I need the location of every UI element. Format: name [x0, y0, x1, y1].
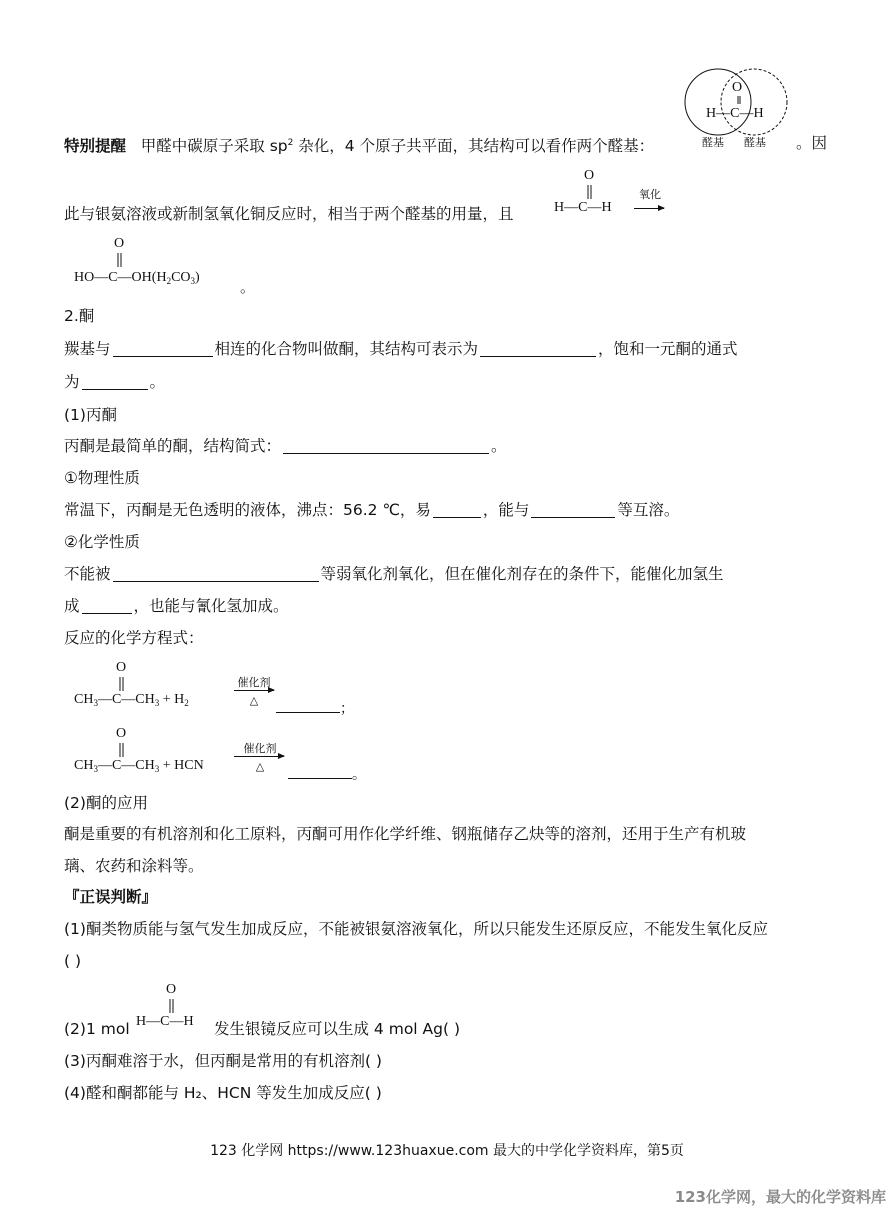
venn-oxygen: O — [732, 80, 743, 95]
note-sup: 2 — [287, 138, 294, 148]
venn-right-label: 醛基 — [744, 136, 766, 149]
phys-line: 常温下，丙酮是无色透明的液体，沸点：56.2 ℃，易 ，能与 等互溶。 — [64, 501, 680, 519]
oxidation-label: 氧化 — [639, 188, 661, 201]
phys-heading: ①物理性质 — [64, 469, 140, 487]
formaldehyde-structure — [554, 168, 674, 218]
carbonic-oxygen: O — [114, 236, 125, 251]
line2-text: 此与银氨溶液或新制氢氧化铜反应时，相当于两个醛基的用量，且 — [64, 205, 514, 223]
judge-q4: (4)醛和酮都能与 H₂、HCN 等发生加成反应( ) — [64, 1084, 382, 1102]
use-line-a: 酮是重要的有机溶剂和化工原料，丙酮可用作化学纤维、钢瓶储存乙炔等的溶剂，还用于生产有机玻 — [64, 825, 747, 843]
eq2-arrow-line — [234, 756, 284, 757]
blank-3[interactable] — [82, 373, 148, 390]
carbonic-formula: $HO—C—OH(H_2CO_3)$ — [74, 270, 200, 286]
ketone-definition: 羰基与 相连的化合物叫做酮，其结构可表示为 ，饱和一元酮的通式 — [64, 340, 738, 358]
equation-2 — [74, 726, 394, 782]
note-tail: 。因 — [796, 134, 828, 152]
q2-oxygen: O — [166, 982, 177, 997]
judge-heading: 『正误判断』 — [64, 888, 158, 906]
page-footer: 123 化学网 https://www.123huaxue.com 最大的中学化学资料库，第5页 — [210, 1143, 684, 1159]
arrow-line — [634, 208, 664, 209]
ketone-formula-line: 为 。 — [64, 373, 166, 391]
note-line — [64, 132, 654, 157]
blank-7[interactable] — [113, 565, 319, 582]
eq2-formula: $CH_3—C—CH_3$ + HCN — [74, 758, 204, 774]
blank-1[interactable] — [113, 340, 213, 357]
eq1-heat: △ — [249, 694, 259, 707]
formaldehyde-oxygen: O — [584, 168, 595, 183]
eq2-heat: △ — [255, 760, 265, 773]
watermark: 123化学网，最大的化学资料库 — [674, 1188, 886, 1206]
blank-4[interactable] — [283, 437, 489, 454]
judge-q3: (3)丙酮难溶于水，但丙酮是常用的有机溶剂( ) — [64, 1052, 382, 1070]
eq1-blank[interactable] — [276, 696, 340, 713]
carbonic-end: 。 — [240, 278, 256, 296]
blank-8[interactable] — [82, 597, 132, 614]
chem-heading: ②化学性质 — [64, 533, 140, 551]
use-heading: (2)酮的应用 — [64, 794, 148, 812]
aldehyde-venn-diagram — [682, 66, 794, 150]
eq1-catalyst: 催化剂 — [237, 676, 271, 689]
note-label: 特别提醒 — [64, 137, 127, 155]
q2-formula: H—C—H — [136, 1014, 194, 1029]
eq1-oxygen: O — [116, 660, 127, 675]
acetone-line: 丙酮是最简单的酮，结构简式： 。 — [64, 437, 507, 455]
eq1-arrow-line — [234, 690, 274, 691]
carbonic-acid-structure — [74, 236, 274, 296]
chem-line-1: 不能被 等弱氧化剂氧化，但在催化剂存在的条件下，能催化加氢生 — [64, 565, 724, 583]
note-text-b: 杂化，4 个原子共平面，其结构可以看作两个醛基： — [293, 137, 655, 155]
carbonic-double-bond — [114, 251, 134, 271]
eq2-catalyst: 催化剂 — [243, 742, 277, 755]
eq1-formula: $CH_3—C—CH_3 + H_2$ — [74, 692, 189, 708]
judge-q1b[interactable]: ( ) — [64, 952, 82, 970]
use-line-b: 璃、农药和涂料等。 — [64, 857, 204, 875]
blank-2[interactable] — [480, 340, 596, 357]
venn-formula: H—C—H — [706, 106, 764, 121]
judge-q2-suffix: 发生银镜反应可以生成 4 mol Ag( ) — [214, 1020, 460, 1038]
judge-q2-prefix: (2)1 mol — [64, 1020, 130, 1038]
blank-5[interactable] — [433, 501, 481, 518]
eq2-oxygen: O — [116, 726, 127, 741]
venn-left-label: 醛基 — [702, 136, 724, 149]
eq2-end: 。 — [352, 767, 366, 783]
equation-1 — [74, 660, 374, 716]
eq2-blank[interactable] — [288, 762, 352, 779]
ketone-heading: 2.酮 — [64, 307, 95, 325]
blank-6[interactable] — [531, 501, 615, 518]
note-text-a: 甲醛中碳原子采取 sp — [140, 137, 288, 155]
chem-line-2: 成 ，也能与氰化氢加成。 — [64, 597, 289, 615]
judge-q1a: (1)酮类物质能与氢气发生加成反应，不能被银氨溶液氧化，所以只能发生还原反应，不能发生氧化反应 — [64, 920, 768, 938]
equation-heading: 反应的化学方程式： — [64, 629, 204, 647]
formaldehyde-formula: H—C—H — [554, 200, 612, 215]
judge-q2-formaldehyde — [136, 982, 216, 1032]
acetone-heading: (1)丙酮 — [64, 406, 117, 424]
eq1-end: ； — [340, 701, 354, 717]
